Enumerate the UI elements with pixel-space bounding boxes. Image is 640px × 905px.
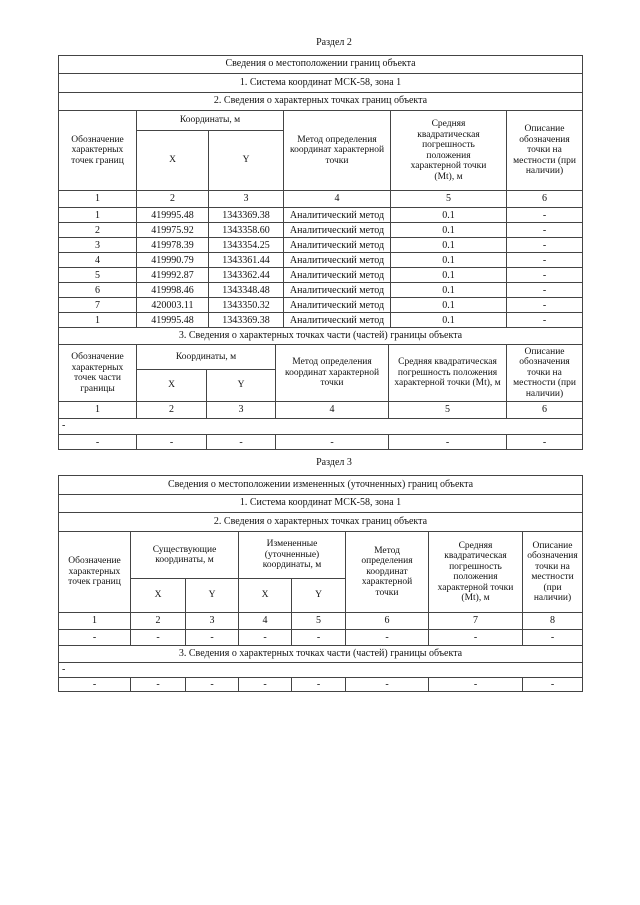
section3-heading: Раздел 3 (316, 457, 352, 468)
x-coordinate-cell: 419975.92 (137, 223, 209, 238)
description-cell: - (507, 238, 583, 253)
point-row (59, 283, 583, 298)
error-cell: 0.1 (391, 313, 507, 328)
existing-y-cell: - (186, 678, 239, 692)
x-coordinate-cell: 419992.87 (137, 268, 209, 283)
section2-part-title-body (59, 328, 583, 345)
method-cell: Аналитический метод (284, 268, 391, 283)
point-designation-cell: 7 (59, 298, 137, 313)
column-numbers-row (59, 402, 583, 419)
error-cell: - (429, 630, 523, 646)
section2-part-table (58, 344, 583, 450)
existing-x-cell: - (131, 630, 186, 646)
x-coordinate-cell: 419990.79 (137, 253, 209, 268)
point-designation-cell: 6 (59, 283, 137, 298)
section3-table (58, 475, 583, 692)
column-number-cell: 5 (389, 402, 507, 419)
coordinate-system-row (59, 495, 583, 513)
header-designation: Обозначение характерных точек границ (59, 111, 137, 191)
method-cell: - (276, 435, 389, 450)
header-error: Средняя квадратическая погрешность положения характерной точки (Mt), м (429, 532, 523, 613)
part-point-row (59, 435, 583, 450)
column-number-cell: 3 (209, 191, 284, 208)
section2-coordinate-system: 1. Система координат МСК-58, зона 1 (59, 74, 583, 93)
point-row (59, 268, 583, 283)
section3-header-body (59, 476, 583, 630)
part-title-row (59, 646, 583, 663)
header-x: X (137, 131, 209, 191)
new-y-cell: - (292, 630, 346, 646)
section2-part-header-body (59, 345, 583, 435)
y-coordinate-cell: - (207, 435, 276, 450)
point-designation-cell: 1 (59, 208, 137, 223)
new-x-cell: - (239, 678, 292, 692)
part-note-row (59, 663, 583, 678)
error-cell: - (389, 435, 507, 450)
column-number-cell: 5 (292, 613, 346, 630)
y-coordinate-cell: 1343369.38 (209, 208, 284, 223)
column-number-cell: 1 (59, 402, 137, 419)
method-cell: Аналитический метод (284, 223, 391, 238)
error-cell: 0.1 (391, 298, 507, 313)
new-x-cell: - (239, 630, 292, 646)
y-coordinate-cell: 1343369.38 (209, 313, 284, 328)
section2-block (58, 55, 582, 450)
header-new-coordinates: Измененные (уточненные) координаты, м (239, 532, 346, 579)
section2-part-rows (59, 435, 583, 450)
method-cell: Аналитический метод (284, 208, 391, 223)
section2-part-note: - (59, 419, 583, 435)
existing-x-cell: - (131, 678, 186, 692)
header-y: Y (209, 131, 284, 191)
y-coordinate-cell: 1343361.44 (209, 253, 284, 268)
existing-y-cell: - (186, 630, 239, 646)
point-designation-cell: - (59, 678, 131, 692)
point-row (59, 238, 583, 253)
section2-part-title: 3. Сведения о характерных точках части (частей) границы объекта (59, 328, 583, 345)
method-cell: - (346, 678, 429, 692)
column-number-cell: 6 (507, 402, 583, 419)
column-numbers-row (59, 191, 583, 208)
section3-coordinate-system: 1. Система координат МСК-58, зона 1 (59, 495, 583, 513)
point-designation-cell: - (59, 630, 131, 646)
point-row (59, 630, 583, 646)
section3-points-rows (59, 630, 583, 646)
header-existing-coordinates: Существующие координаты, м (131, 532, 239, 579)
method-cell: Аналитический метод (284, 313, 391, 328)
point-designation-cell: 5 (59, 268, 137, 283)
header-error: Средняя квадратическая погрешность положения характерной точки (Mt), м (391, 111, 507, 191)
title-row (59, 56, 583, 74)
description-cell: - (507, 435, 583, 450)
error-cell: 0.1 (391, 283, 507, 298)
method-cell: Аналитический метод (284, 238, 391, 253)
header-description: Описание обозначения точки на местности (при наличии) (507, 345, 583, 402)
point-designation-cell: 2 (59, 223, 137, 238)
x-coordinate-cell: 420003.11 (137, 298, 209, 313)
header-description: Описание обозначения точки на местности (при наличии) (507, 111, 583, 191)
column-number-cell: 4 (276, 402, 389, 419)
header-new-y: Y (292, 579, 346, 613)
method-cell: Аналитический метод (284, 283, 391, 298)
points-title-row (59, 513, 583, 532)
point-row (59, 223, 583, 238)
section3-part-title: 3. Сведения о характерных точках части (частей) границы объекта (59, 646, 583, 663)
method-cell: - (346, 630, 429, 646)
y-coordinate-cell: 1343354.25 (209, 238, 284, 253)
column-number-cell: 4 (284, 191, 391, 208)
header-method: Метод определения координат характерной точки (284, 111, 391, 191)
description-cell: - (507, 253, 583, 268)
error-cell: - (429, 678, 523, 692)
header-existing-x: X (131, 579, 186, 613)
part-title-row (59, 328, 583, 345)
part-point-row (59, 678, 583, 692)
column-numbers-row (59, 613, 583, 630)
x-coordinate-cell: - (137, 435, 207, 450)
point-designation-cell: 4 (59, 253, 137, 268)
column-number-cell: 1 (59, 613, 131, 630)
header-row (59, 532, 583, 579)
x-coordinate-cell: 419995.48 (137, 208, 209, 223)
column-number-cell: 7 (429, 613, 523, 630)
description-cell: - (507, 313, 583, 328)
section3-part-note: - (59, 663, 583, 678)
points-title-row (59, 93, 583, 111)
method-cell: Аналитический метод (284, 298, 391, 313)
description-cell: - (507, 283, 583, 298)
y-coordinate-cell: 1343350.32 (209, 298, 284, 313)
column-number-cell: 6 (346, 613, 429, 630)
y-coordinate-cell: 1343348.48 (209, 283, 284, 298)
description-cell: - (507, 223, 583, 238)
section2-heading: Раздел 2 (316, 37, 352, 48)
part-note-row (59, 419, 583, 435)
section3-part-rows (59, 678, 583, 692)
description-cell: - (523, 678, 583, 692)
column-number-cell: 1 (59, 191, 137, 208)
point-row (59, 253, 583, 268)
section2-points-rows (59, 208, 583, 328)
error-cell: 0.1 (391, 223, 507, 238)
header-error: Средняя квадратическая погрешность положения характерной точки (Mt), м (389, 345, 507, 402)
section2-points-title: 2. Сведения о характерных точках границ объекта (59, 93, 583, 111)
column-number-cell: 2 (137, 402, 207, 419)
column-number-cell: 3 (207, 402, 276, 419)
error-cell: 0.1 (391, 208, 507, 223)
x-coordinate-cell: 419995.48 (137, 313, 209, 328)
error-cell: 0.1 (391, 238, 507, 253)
y-coordinate-cell: 1343362.44 (209, 268, 284, 283)
description-cell: - (507, 208, 583, 223)
coordinate-system-row (59, 74, 583, 93)
column-number-cell: 8 (523, 613, 583, 630)
section2-title: Сведения о местоположении границ объекта (59, 56, 583, 74)
new-y-cell: - (292, 678, 346, 692)
header-designation: Обозначение характерных точек границ (59, 532, 131, 613)
header-method: Метод определения координат характерной точки (346, 532, 429, 613)
header-coordinates: Координаты, м (137, 111, 284, 131)
error-cell: 0.1 (391, 268, 507, 283)
title-row (59, 476, 583, 495)
x-coordinate-cell: 419998.46 (137, 283, 209, 298)
section2-points-header-body (59, 56, 583, 208)
column-number-cell: 2 (131, 613, 186, 630)
point-designation-cell: 3 (59, 238, 137, 253)
header-new-x: X (239, 579, 292, 613)
header-row (59, 111, 583, 131)
section2-points-table (58, 55, 583, 345)
header-row (59, 345, 583, 370)
header-method: Метод определения координат характерной точки (276, 345, 389, 402)
point-row (59, 298, 583, 313)
header-y: Y (207, 370, 276, 402)
column-number-cell: 2 (137, 191, 209, 208)
column-number-cell: 6 (507, 191, 583, 208)
column-number-cell: 4 (239, 613, 292, 630)
section3-points-title: 2. Сведения о характерных точках границ объекта (59, 513, 583, 532)
column-number-cell: 3 (186, 613, 239, 630)
header-coordinates: Координаты, м (137, 345, 276, 370)
section3-block (58, 475, 582, 692)
description-cell: - (507, 298, 583, 313)
x-coordinate-cell: 419978.39 (137, 238, 209, 253)
point-row (59, 313, 583, 328)
error-cell: 0.1 (391, 253, 507, 268)
header-x: X (137, 370, 207, 402)
point-row (59, 208, 583, 223)
description-cell: - (507, 268, 583, 283)
section3-part-body (59, 646, 583, 678)
header-existing-y: Y (186, 579, 239, 613)
point-designation-cell: 1 (59, 313, 137, 328)
description-cell: - (523, 630, 583, 646)
method-cell: Аналитический метод (284, 253, 391, 268)
header-designation: Обозначение характерных точек части границы (59, 345, 137, 402)
column-number-cell: 5 (391, 191, 507, 208)
header-description: Описание обозначения точки на местности (при наличии) (523, 532, 583, 613)
section3-title: Сведения о местоположении измененных (уточненных) границ объекта (59, 476, 583, 495)
y-coordinate-cell: 1343358.60 (209, 223, 284, 238)
point-designation-cell: - (59, 435, 137, 450)
